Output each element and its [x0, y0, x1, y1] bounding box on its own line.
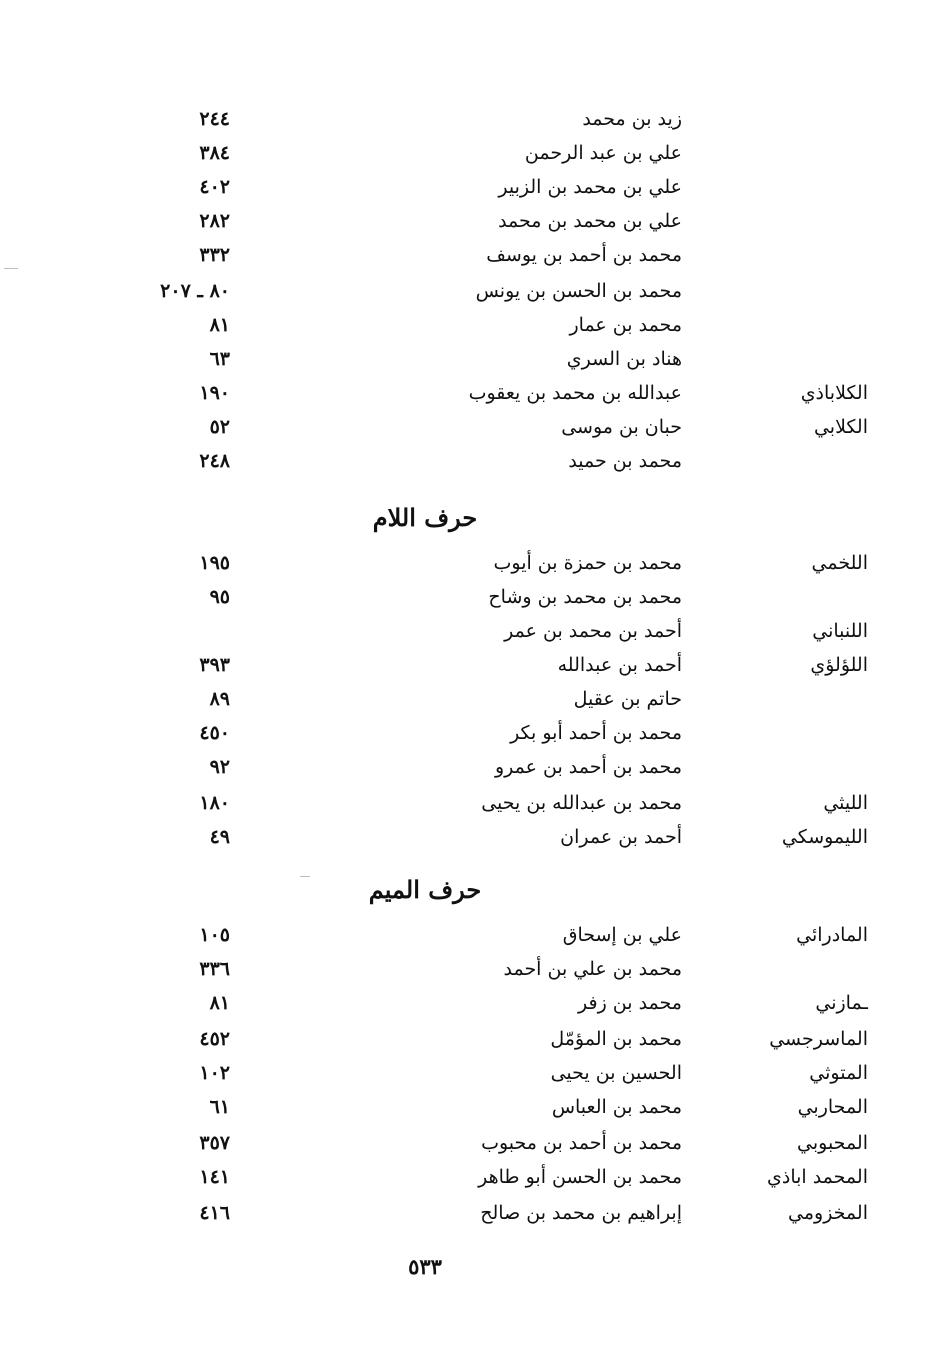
- section-heading-text: حرف اللام: [372, 503, 478, 532]
- nisba-cell: المحمد اباذي: [766, 1166, 868, 1188]
- name-cell: محمد بن أحمد بن محبوب: [481, 1132, 682, 1154]
- index-row: [0, 136, 940, 170]
- nisba-cell: الماسرجسي: [769, 1028, 868, 1050]
- name-cell: محمد بن حميد: [568, 450, 682, 472]
- nisba-cell: الليموسكي: [781, 826, 868, 848]
- section-heading-lam: [0, 498, 940, 538]
- index-row: [0, 170, 940, 204]
- index-row: [0, 750, 940, 784]
- page-ref-cell: ٤٥٠: [199, 722, 230, 744]
- index-row: [0, 986, 940, 1020]
- page-ref-cell: ٨٠ ـ ٢٠٧: [160, 280, 230, 302]
- nisba-cell: اللنباني: [812, 620, 868, 642]
- name-cell: علي بن إسحاق: [562, 924, 682, 946]
- name-cell: محمد بن علي بن أحمد: [503, 958, 682, 980]
- index-row: [0, 648, 940, 682]
- page-ref-cell: ٤١٦: [199, 1202, 230, 1224]
- page-ref-cell: ٨١: [209, 314, 230, 336]
- index-row: [0, 204, 940, 238]
- page-number: [0, 1254, 940, 1279]
- index-row: [0, 820, 940, 854]
- page-ref-cell: ٣٩٣: [199, 654, 230, 676]
- page-ref-cell: ٦١: [209, 1096, 230, 1118]
- nisba-cell: الليثي: [823, 792, 868, 814]
- nisba-cell: المتوثي: [809, 1062, 868, 1084]
- name-cell: محمد بن الحسن بن يونس: [475, 280, 682, 302]
- nisba-cell: المادرائي: [796, 924, 868, 946]
- index-row: [0, 918, 940, 952]
- nisba-cell: المحبوبي: [797, 1132, 868, 1154]
- name-cell: محمد بن العباس: [551, 1096, 682, 1118]
- name-cell: حاتم بن عقيل: [573, 688, 682, 710]
- page-ref-cell: ١٤١: [199, 1166, 230, 1188]
- section-heading-mim: [0, 870, 940, 910]
- name-cell: محمد بن أحمد بن يوسف: [486, 244, 682, 266]
- name-cell: زيد بن محمد: [582, 108, 682, 130]
- name-cell: عبدالله بن محمد بن يعقوب: [468, 382, 682, 404]
- page-ref-cell: ٣٥٧: [199, 1132, 230, 1154]
- page-ref-cell: ١٠٢: [199, 1062, 230, 1084]
- name-cell: أحمد بن محمد بن عمر: [504, 620, 682, 642]
- name-cell: علي بن محمد بن محمد: [498, 210, 682, 232]
- nisba-cell: اللؤلؤي: [810, 654, 868, 676]
- page-ref-cell: ٤٩: [209, 826, 230, 848]
- nisba-cell: اللخمي: [811, 552, 868, 574]
- index-row: [0, 682, 940, 716]
- index-row: [0, 342, 940, 376]
- name-cell: محمد بن زفر: [578, 992, 682, 1014]
- name-cell: محمد بن عبدالله بن يحيى: [481, 792, 682, 814]
- name-cell: هناد بن السري: [566, 348, 682, 370]
- index-row: [0, 444, 940, 478]
- index-row: [0, 376, 940, 410]
- page-ref-cell: ٨١: [209, 992, 230, 1014]
- name-cell: علي بن محمد بن الزبير: [498, 176, 682, 198]
- page-ref-cell: ٨٩: [209, 688, 230, 710]
- page-ref-cell: ٩٥: [209, 586, 230, 608]
- nisba-cell: ـمازني: [815, 992, 868, 1014]
- name-cell: الحسين بن يحيى: [550, 1062, 682, 1084]
- index-row: [0, 1090, 940, 1124]
- index-row: [0, 1022, 940, 1056]
- name-cell: محمد بن عمار: [569, 314, 682, 336]
- page-ref-cell: ٤٥٢: [199, 1028, 230, 1050]
- name-cell: حبان بن موسى: [561, 416, 682, 438]
- page-ref-cell: ٣٣٦: [199, 958, 230, 980]
- nisba-cell: الكلاباذي: [800, 382, 868, 404]
- page-ref-cell: ٣٨٤: [199, 142, 230, 164]
- page-ref-cell: ٤٠٢: [199, 176, 230, 198]
- nisba-cell: الكلابي: [813, 416, 868, 438]
- name-cell: إبراهيم بن محمد بن صالح: [480, 1202, 682, 1224]
- index-row: [0, 580, 940, 614]
- index-row: [0, 1056, 940, 1090]
- page-ref-cell: ٢٤٤: [199, 108, 230, 130]
- index-row: [0, 410, 940, 444]
- index-row: [0, 614, 940, 648]
- name-cell: محمد بن أحمد أبو بكر: [510, 722, 682, 744]
- page-ref-cell: ٦٣: [209, 348, 230, 370]
- nisba-cell: المخزومي: [788, 1202, 868, 1224]
- name-cell: محمد بن المؤمّل: [550, 1028, 682, 1050]
- page-ref-cell: ٢٤٨: [199, 450, 230, 472]
- name-cell: علي بن عبد الرحمن: [524, 142, 682, 164]
- nisba-cell: المحاربي: [797, 1096, 868, 1118]
- name-cell: أحمد بن عمران: [560, 826, 682, 848]
- name-cell: محمد بن الحسن أبو طاهر: [478, 1166, 682, 1188]
- name-cell: محمد بن حمزة بن أيوب: [493, 552, 682, 574]
- page-ref-cell: ٥٢: [209, 416, 230, 438]
- page-number-text: ٥٣٣: [408, 1254, 442, 1279]
- name-cell: محمد بن أحمد بن عمرو: [494, 756, 682, 778]
- index-row: [0, 1196, 940, 1230]
- page-ref-cell: ٣٣٢: [199, 244, 230, 266]
- index-row: [0, 786, 940, 820]
- section-heading-text: حرف الميم: [368, 875, 482, 904]
- page-ref-cell: ١٩٥: [199, 552, 230, 574]
- page-ref-cell: ١٠٥: [199, 924, 230, 946]
- index-row: [0, 102, 940, 136]
- page-ref-cell: ٢٨٢: [199, 210, 230, 232]
- page-ref-cell: ٩٢: [209, 756, 230, 778]
- index-row: [0, 952, 940, 986]
- index-row: [0, 274, 940, 308]
- name-cell: أحمد بن عبدالله: [557, 654, 682, 676]
- index-row: [0, 308, 940, 342]
- page-ref-cell: ١٩٠: [199, 382, 230, 404]
- page-ref-cell: ١٨٠: [199, 792, 230, 814]
- name-cell: محمد بن محمد بن وشاح: [488, 586, 682, 608]
- index-row: [0, 546, 940, 580]
- index-row: [0, 716, 940, 750]
- index-row: [0, 1160, 940, 1194]
- index-row: [0, 1126, 940, 1160]
- index-row: [0, 238, 940, 272]
